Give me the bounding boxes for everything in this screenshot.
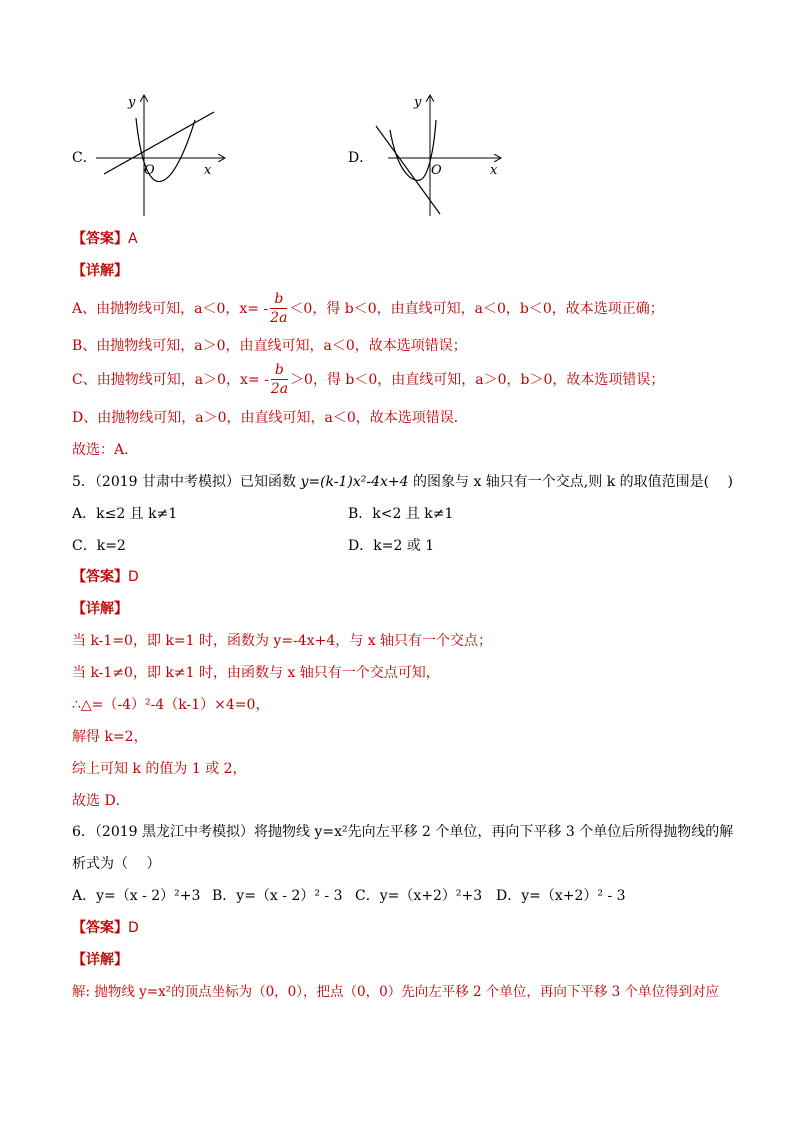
q5-detail-line-3: ∴△=（-4）²-4（k-1）×4=0， <box>72 697 270 713</box>
y-axis-label: y <box>414 95 422 110</box>
q5-function: y=(k-1)x²-4x+4 <box>300 474 409 490</box>
fraction-denominator: 2a <box>270 380 289 397</box>
origin-label: O <box>144 163 155 178</box>
option-d-label: D． <box>348 150 374 166</box>
answer-tag: 【答案】 <box>72 231 128 247</box>
line-c-pre: C、由抛物线可知，a＞0，x= - <box>72 372 269 388</box>
q5-detail-line-2: 当 k-1≠0，即 k≠1 时，由函数与 x 轴只有一个交点可知， <box>72 665 440 681</box>
line-a-pre: A、由抛物线可知，a＜0，x= - <box>72 301 269 317</box>
q5-option-d: D．k=2 或 1 <box>348 538 435 554</box>
q6-stem-line-1: 6．（2019 黑龙江中考模拟）将抛物线 y=x²先向左平移 2 个单位，再向下平移 3 个单位后所得抛物线的解 <box>72 824 734 840</box>
q5-detail-line-4: 解得 k=2， <box>72 729 148 745</box>
graph-c <box>92 90 232 220</box>
origin-label: O <box>431 163 442 178</box>
q6-stem-line-2: 析式为（ ） <box>72 856 161 872</box>
q5-conclusion: 故选 D． <box>72 793 130 809</box>
q4-detail-tag: 【详解】 <box>72 263 128 279</box>
x-axis-label: x <box>490 163 498 178</box>
q4-conclusion: 故选：A． <box>72 442 139 458</box>
q5-option-a: A．k≤2 且 k≠1 <box>72 506 178 522</box>
q6-option-a: A．y=（x - 2）²+3 <box>72 888 201 904</box>
q6-option-d: D．y=（x+2）² - 3 <box>496 888 626 904</box>
answer-value: A <box>128 231 138 247</box>
q6-option-c: C．y=（x+2）²+3 <box>355 888 483 904</box>
y-axis-label: y <box>128 95 136 110</box>
q5-option-b: B．k<2 且 k≠1 <box>348 506 454 522</box>
q4-line-b: B、由抛物线可知，a＞0，由直线可知，a＜0，故本选项错误； <box>72 338 467 354</box>
option-c-label: C． <box>72 150 97 166</box>
q6-detail-line-1: 解: 抛物线 y=x²的顶点坐标为（0，0），把点（0，0）先向左平移 2 个单位，再向下平移 3 个单位得到对应 <box>72 984 720 1000</box>
q4-line-d: D、由抛物线可知，a＞0，由直线可知，a＜0，故本选项错误． <box>72 410 468 426</box>
fraction-b-over-2a <box>271 361 288 398</box>
answer-tag: 【答案】 <box>72 920 128 936</box>
answer-value: D <box>128 920 139 936</box>
q5-stem <box>72 472 733 492</box>
fraction-numerator: b <box>271 361 288 380</box>
q6-option-b: B．y=（x - 2）² - 3 <box>212 888 343 904</box>
q6-answer <box>72 918 139 938</box>
q4-line-a <box>72 290 664 328</box>
q5-detail-tag: 【详解】 <box>72 601 128 617</box>
line-graph <box>104 112 214 174</box>
q5-detail-line-1: 当 k-1=0，即 k=1 时，函数为 y=-4x+4，与 x 轴只有一个交点； <box>72 633 493 649</box>
q5-option-c: C．k=2 <box>72 538 126 554</box>
fraction-b-over-2a <box>270 290 287 327</box>
fraction-numerator: b <box>270 290 287 309</box>
q5-stem-post: 的图象与 x 轴只有一个交点,则 k 的取值范围是( ) <box>408 474 734 490</box>
q5-detail-line-5: 综上可知 k 的值为 1 或 2， <box>72 761 247 777</box>
parabola <box>390 120 436 180</box>
line-c-post: ＞0，得 b＜0，由直线可知，a＞0，b＞0，故本选项错误； <box>290 372 665 388</box>
line-a-post: ＜0，得 b＜0，由直线可知，a＜0，b＜0，故本选项正确； <box>289 301 664 317</box>
q4-line-c <box>72 361 664 399</box>
answer-tag: 【答案】 <box>72 569 128 585</box>
fraction-denominator: 2a <box>270 309 288 326</box>
answer-value: D <box>128 569 139 585</box>
q4-answer <box>72 229 138 249</box>
graph-d <box>368 90 508 220</box>
q5-answer <box>72 567 139 587</box>
q5-stem-pre: 5．（2019 甘肃中考模拟）已知函数 <box>72 474 301 490</box>
q6-detail-tag: 【详解】 <box>72 952 128 968</box>
x-axis-label: x <box>204 163 212 178</box>
